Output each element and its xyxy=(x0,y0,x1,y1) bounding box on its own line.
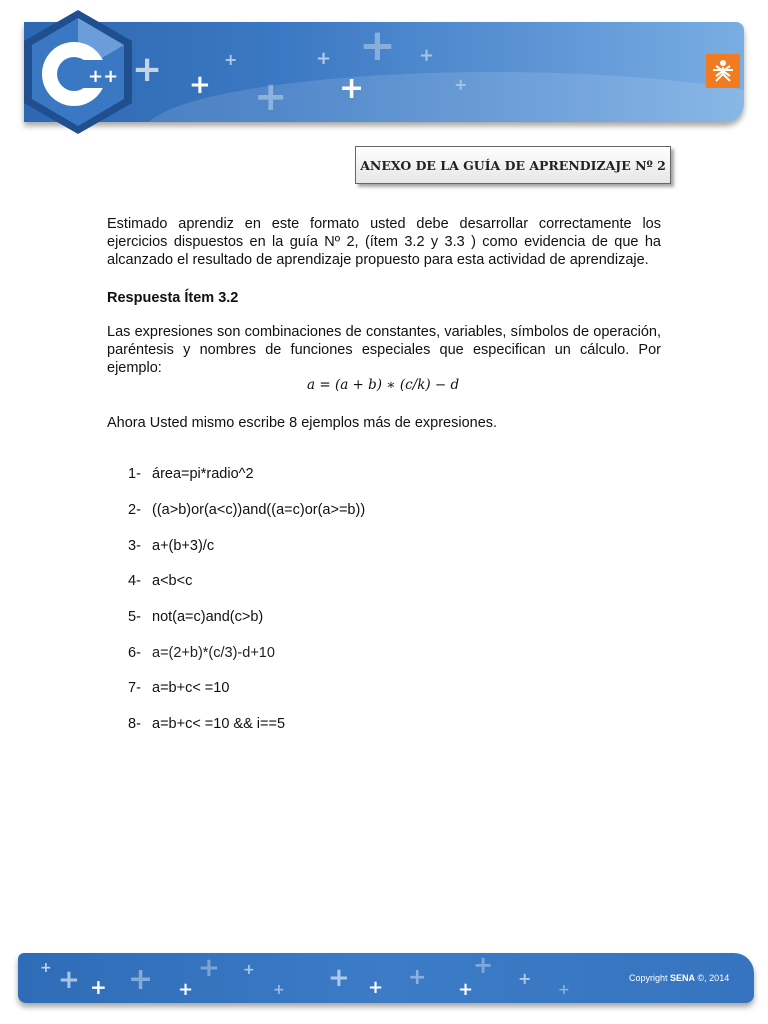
plus-decoration-icon: + xyxy=(558,982,570,998)
plus-decoration-icon: + xyxy=(368,977,384,998)
plus-decoration-icon: + xyxy=(198,953,220,983)
list-item-number: 6- xyxy=(128,645,141,661)
plus-decoration-icon: + xyxy=(58,965,80,995)
plus-decoration-icon: + xyxy=(40,960,52,976)
list-item-text: a=b+c< =10 && i==5 xyxy=(152,716,286,732)
example-formula: a = (a + b) ∗ (c/k) − d xyxy=(307,377,460,393)
plus-decoration-icon: + xyxy=(189,70,211,100)
plus-decoration-icon: + xyxy=(339,71,365,106)
definition-paragraph: Las expresiones son combinaciones de constantes, variables, símbolos de operación, paréntesis y nombres de funciones especiales que especifican un cálculo. Por ejemplo: xyxy=(107,324,661,376)
copyright-prefix: Copyright xyxy=(629,973,671,983)
logo-plus-text: ++ xyxy=(88,66,119,87)
list-item-text: a+(b+3)/c xyxy=(152,538,215,554)
plus-decoration-icon: + xyxy=(419,45,435,66)
sena-figure-icon xyxy=(710,58,736,84)
list-item-text: a=(2+b)*(c/3)-d+10 xyxy=(152,645,275,661)
list-item-text: ((a>b)or(a<c))and((a=c)or(a>=b)) xyxy=(152,502,366,518)
list-item-number: 7- xyxy=(128,680,141,696)
plus-decoration-icon: + xyxy=(359,22,396,71)
plus-decoration-icon: + xyxy=(243,962,255,978)
sena-logo-icon xyxy=(706,54,740,88)
document-title-box: ANEXO DE LA GUÍA DE APRENDIZAJE Nº 2 xyxy=(355,146,671,184)
copyright-suffix: ©, 2014 xyxy=(695,973,730,983)
plus-decoration-icon: + xyxy=(132,49,163,90)
list-item-number: 3- xyxy=(128,538,141,554)
instruction-paragraph: Ahora Usted mismo escribe 8 ejemplos más de expresiones. xyxy=(107,415,498,431)
list-item xyxy=(128,645,275,661)
plus-decoration-icon: + xyxy=(90,975,107,999)
list-item-number: 8- xyxy=(128,716,141,732)
plus-decoration-icon: + xyxy=(178,979,194,1000)
list-item xyxy=(128,609,263,625)
plus-decoration-icon: + xyxy=(458,979,474,1000)
list-item xyxy=(128,573,192,589)
intro-paragraph: Estimado aprendiz en este formato usted debe desarrollar correctamente los ejercicios dispuestos en la guía Nº 2, (ítem 3.2 y 3.3 ) como evidencia de que ha alcanzado el resultado de aprendizaje propuesto para esta actividad de aprendizaje. xyxy=(107,216,661,268)
list-item-number: 2- xyxy=(128,502,141,518)
list-item xyxy=(128,716,285,732)
list-item xyxy=(128,680,229,696)
list-item-text: a<b<c xyxy=(152,573,193,589)
list-item-text: a=b+c< =10 xyxy=(152,680,230,696)
plus-decoration-icon: + xyxy=(273,982,285,998)
list-item-text: not(a=c)and(c>b) xyxy=(152,609,264,625)
cpp-logo-icon xyxy=(22,8,134,136)
section-heading: Respuesta Ítem 3.2 xyxy=(107,290,239,306)
list-item xyxy=(128,538,214,554)
plus-decoration-icon: + xyxy=(454,75,468,94)
list-item-number: 5- xyxy=(128,609,141,625)
copyright-brand: SENA xyxy=(670,973,696,983)
plus-decoration-icon: + xyxy=(224,50,238,69)
list-item-text: área=pi*radio^2 xyxy=(152,466,254,482)
list-item-number: 1- xyxy=(128,466,141,482)
plus-decoration-icon: + xyxy=(128,962,154,997)
banner-wave-decoration xyxy=(144,72,744,122)
list-item-number: 4- xyxy=(128,573,141,589)
plus-decoration-icon: + xyxy=(254,74,288,120)
plus-decoration-icon: + xyxy=(473,953,494,979)
plus-decoration-icon: + xyxy=(518,969,532,988)
plus-decoration-icon: + xyxy=(408,965,427,990)
list-item xyxy=(128,502,365,518)
plus-decoration-icon: + xyxy=(328,963,350,993)
list-item xyxy=(128,466,254,482)
copyright-notice xyxy=(629,973,729,983)
plus-decoration-icon: + xyxy=(316,48,332,69)
